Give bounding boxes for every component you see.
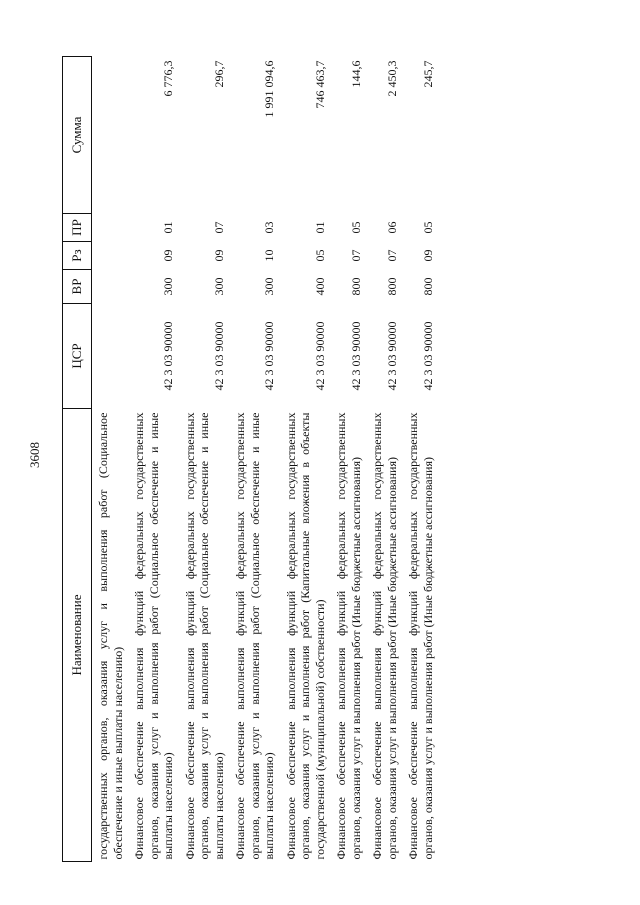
row-sum: 2 450,3 [384, 60, 399, 97]
table-body [92, 57, 441, 862]
row-name: Финансовое обеспечение выполнения функций федеральных государственных органов, оказания услуг и выполнения работ (Социальное обеспечение и иные выплаты населению) [233, 412, 276, 860]
row-sum: 245,7 [420, 60, 435, 88]
header-vr: ВР [63, 270, 92, 304]
row-vr: 800 [348, 277, 363, 296]
row-pr: 05 [348, 221, 363, 234]
row-name: Финансовое обеспечение выполнения функций федеральных государственных органов, оказания услуг и выполнения работ (Иные бюджетные ассигнования) [370, 412, 399, 860]
row-name: государственных органов, оказания услуг и выполнения работ (Социальное обеспечение и иные выплаты населению) [96, 412, 125, 860]
table-row [282, 57, 333, 862]
row-pr: 07 [211, 221, 226, 234]
header-row [63, 57, 92, 862]
table-row [332, 57, 368, 862]
table-row [181, 57, 232, 862]
row-sum: 1 991 094,6 [262, 60, 276, 118]
row-csr [92, 304, 131, 409]
row-pr: 01 [312, 221, 327, 234]
table-row [130, 57, 181, 862]
row-rz: 09 [420, 249, 435, 262]
row-vr: 800 [420, 277, 435, 296]
page-number: 3608 [27, 442, 42, 468]
header-rz: Рз [63, 242, 92, 270]
rotated-table-wrapper [62, 57, 577, 862]
row-pr: 01 [161, 221, 175, 234]
row-csr: 42 3 03 90000 [348, 321, 363, 391]
header-name: Наименование [63, 409, 92, 862]
header-pr: ПР [63, 214, 92, 242]
row-vr: 400 [312, 277, 327, 296]
row-name: Финансовое обеспечение выполнения функций федеральных государственных органов, оказания услуг и выполнения работ (Социальное обеспечение и иные выплаты населению) [182, 412, 226, 860]
row-sum: 296,7 [211, 60, 226, 88]
row-rz: 09 [211, 249, 226, 262]
row-vr: 800 [384, 277, 399, 296]
row-rz: 07 [348, 249, 363, 262]
table-row [368, 57, 404, 862]
row-csr: 42 3 03 90000 [161, 321, 175, 391]
row-name: Финансовое обеспечение выполнения функций федеральных государственных органов, оказания услуг и выполнения работ (Капитальные вложения в объекты государственной (муниципальной) собственности) [283, 412, 327, 860]
table-header [63, 57, 92, 862]
row-csr: 42 3 03 90000 [262, 321, 276, 391]
row-pr: 06 [384, 221, 399, 234]
row-rz: 05 [312, 249, 327, 262]
row-pr [92, 214, 131, 242]
row-vr: 300 [161, 277, 175, 296]
table-row [231, 57, 282, 862]
row-csr: 42 3 03 90000 [420, 321, 435, 391]
row-vr: 300 [262, 277, 276, 296]
row-name: Финансовое обеспечение выполнения функций федеральных государственных органов, оказания услуг и выполнения работ (Иные бюджетные ассигнования) [406, 412, 435, 860]
row-rz: 09 [161, 249, 175, 262]
row-csr: 42 3 03 90000 [312, 321, 327, 391]
row-csr: 42 3 03 90000 [211, 321, 226, 391]
budget-table [62, 56, 440, 862]
row-pr: 05 [420, 221, 435, 234]
row-sum: 746 463,7 [312, 60, 327, 109]
row-vr [92, 270, 131, 304]
row-sum [92, 57, 131, 214]
header-csr: ЦСР [63, 304, 92, 409]
row-rz: 10 [262, 249, 276, 262]
header-sum: Сумма [63, 57, 92, 214]
row-rz [92, 242, 131, 270]
table-row [92, 57, 131, 862]
row-rz: 07 [384, 249, 399, 262]
row-name: Финансовое обеспечение выполнения функций федеральных государственных органов, оказания услуг и выполнения работ (Социальное обеспечение и иные выплаты населению) [132, 412, 175, 860]
table-row [404, 57, 440, 862]
row-sum: 144,6 [348, 60, 363, 88]
row-vr: 300 [211, 277, 226, 296]
row-name: Финансовое обеспечение выполнения функций федеральных государственных органов, оказания услуг и выполнения работ (Иные бюджетные ассигнования) [334, 412, 363, 860]
row-csr: 42 3 03 90000 [384, 321, 399, 391]
row-sum: 6 776,3 [161, 60, 175, 97]
row-pr: 03 [262, 221, 276, 234]
